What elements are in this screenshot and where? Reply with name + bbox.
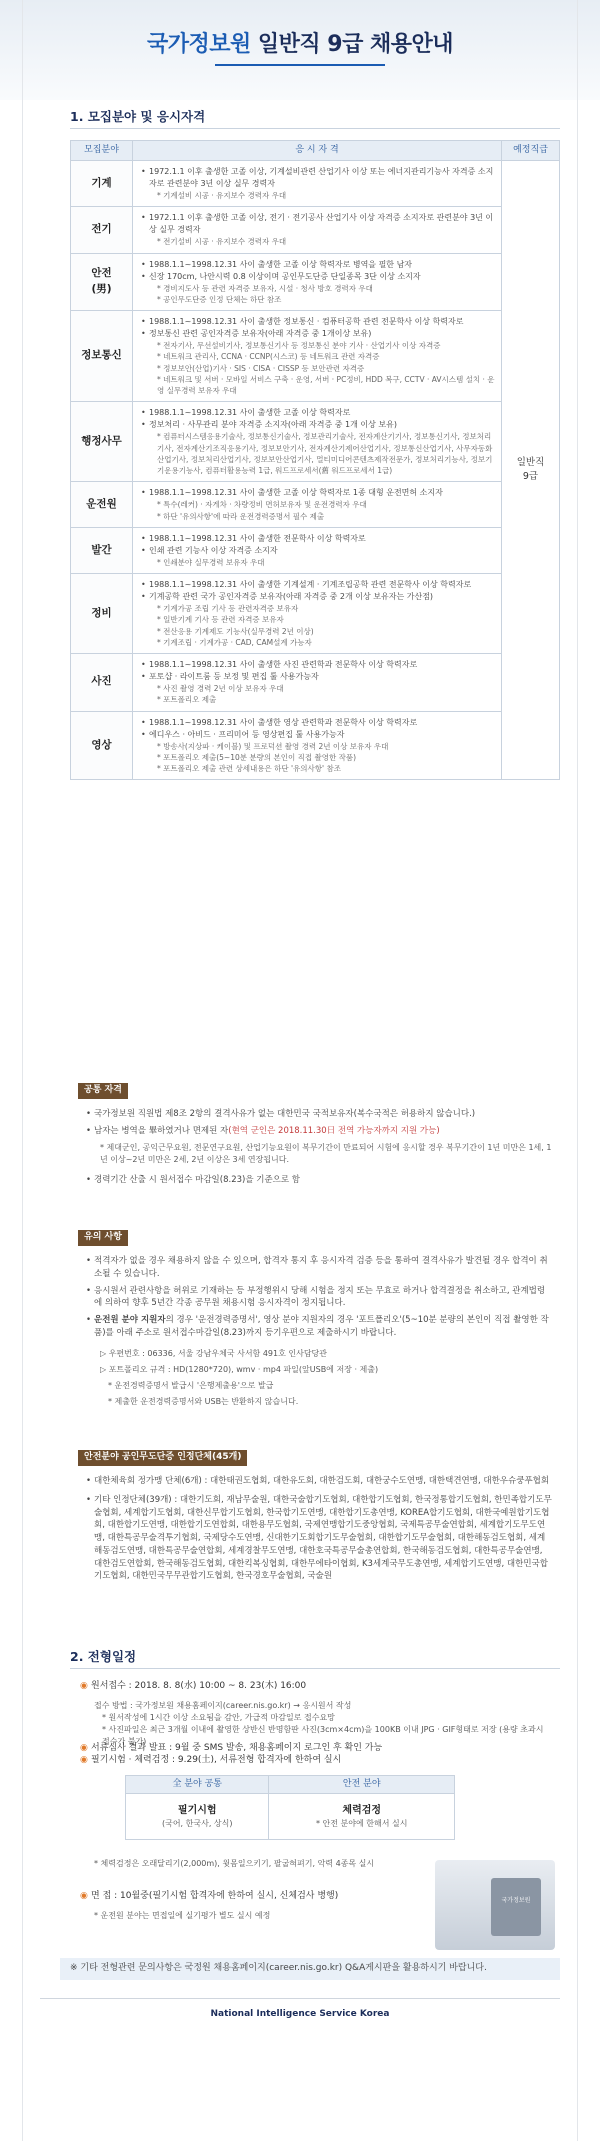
apply-note2: * 사진파일은 최근 3개월 이내에 촬영한 상반신 반명함판 사진(3cm×4cm)을 100KB 이내 JPG · GIF형태로 저장 (용량 초과시 접수가 불가)	[102, 1724, 544, 1746]
qualification-cell	[133, 527, 502, 573]
schedule-fitness-note	[80, 1858, 425, 1870]
qualification-note: * 사진 촬영 경력 2년 이상 보유자 우대	[157, 684, 284, 693]
common-p2	[86, 1125, 552, 1138]
qualification-note: * 전자기사, 무선설비기사, 정보통신기사 등 정보통신 분야 기사 · 산업기사 이상 자격증	[157, 341, 441, 350]
qualification-line: • 1988.1.1~1998.12.31 사이 출생한 고졸 이상 학력자로 병역을 필한 남자	[141, 259, 495, 271]
common-p2-note: (현역 군인은 2018.11.30日 전역 가능자까지 지원 가능)	[228, 1125, 440, 1136]
bullet-icon: ◉	[80, 1743, 91, 1753]
col-field: 모집분야	[71, 141, 133, 161]
footer-text: National Intelligence Service Korea	[210, 2009, 390, 2019]
schedule-top	[80, 1680, 552, 1748]
qualification-note: * 기계설비 시공 · 유지보수 경력자 우대	[157, 191, 287, 200]
monument-stone	[491, 1878, 541, 1936]
qualification-line: • 기계공학 관련 국가 공인자격증 보유자(아래 자격증 중 2개 이상 보유자는 가산점)	[141, 591, 495, 603]
exam-written-sub: (국어, 한국사, 상식)	[161, 1819, 233, 1828]
schedule-apply	[80, 1680, 552, 1694]
title-org: 국가정보원	[146, 32, 251, 57]
page-title	[0, 28, 600, 61]
qualification-cell	[133, 207, 502, 253]
requirement-row	[71, 527, 560, 573]
qualification-line: • 1988.1.1~1998.12.31 사이 출생한 사진 관련학과 전문학사 이상 학력자로	[141, 659, 495, 671]
notice-p1: • 적격자가 없을 경우 채용하지 않을 수 있으며, 합격자 통지 후 응시자격 검증 등을 통하여 결격사유가 발견될 경우 합격이 취소될 수 있습니다.	[86, 1255, 552, 1281]
common-heading: 공통 자격	[78, 1083, 128, 1099]
schedule-written-row	[80, 1754, 552, 1768]
qualification-note: * 공인무도단증 인정 단체는 하단 참조	[157, 294, 282, 304]
qualification-note: * 컴퓨터시스템응용기술사, 정보통신기술사, 정보관리기술사, 전자계산기기사, 정보통신기사, 정보처리기사, 전자계산기조직응용기사, 정보보안기사, 전자계산기제어산업기사, 정보통신산업기사, 사무자동화산업기사, 정보처리산업기사, 정보보안산업기사, 멀티미디어콘텐츠제작전문가, 정보처리기능사, 정보기기운용기능사, 컴퓨터활용능력 1급, 워드프로세서(舊 워드프로세서 1급)	[157, 432, 493, 475]
doc-result-text: 서류심사 결과 발표 : 9월 중 SMS 발송, 채용홈페이지 로그인 후 확인 가능	[91, 1743, 383, 1753]
requirements-header-row	[71, 141, 560, 161]
col-qualification: 응 시 자 격	[133, 141, 502, 161]
field-name: 정보통신	[71, 311, 133, 402]
qualification-note: * 방송사(지상파 · 케이블) 및 프로덕션 촬영 경력 2년 이상 보유자 우대	[157, 741, 389, 751]
qualification-note: * 특수(레커) · 자게차 · 차량정비 면허보유자 및 운전경력자 우대	[157, 500, 367, 510]
qualification-cell	[133, 574, 502, 654]
qualification-cell	[133, 711, 502, 780]
qualification-line: • 1988.1.1~1998.12.31 사이 출생한 전문학사 이상 학력자로	[141, 533, 495, 545]
qualification-line: • 1988.1.1~1998.12.31 사이 출생한 고졸 이상 학력자로	[141, 407, 495, 419]
field-name: 안전 (男)	[71, 253, 133, 311]
common-body	[86, 1108, 552, 1190]
qualification-note: * 일반기계 기사 등 관련 자격증 보유자	[157, 615, 284, 625]
exam-written: 필기시험	[177, 1805, 217, 1816]
rank-cell: 일반직 9급	[502, 161, 560, 780]
qualification-line: • 신장 170cm, 나안시력 0.8 이상이며 공인무도단증 단일종목 3단 이상 소지자	[141, 271, 495, 283]
common-p2-detail: * 제대군인, 공익근무요원, 전문연구요원, 산업기능요원이 복무기간이 만료되어 시험에 응시할 경우 복무기간이 1년 미만은 1세, 1년 이상~2년 미만은 2세, 2년 이상은 3세 연장됩니다.	[100, 1142, 552, 1164]
notice-address: ▷ 우편번호 : 06336, 서울 강남우체국 사서함 491호 인사담당관	[100, 1348, 328, 1358]
section2-heading: 2. 전형일정	[70, 1649, 137, 1664]
qualification-line: • 에디우스 · 아비드 · 프리미어 등 영상편집 툴 사용가능자	[141, 729, 495, 741]
qualification-note: * 경비지도사 등 관련 자격증 보유자, 시설 · 청사 방호 경력자 우대	[157, 283, 373, 293]
footer-rule	[40, 1998, 560, 1999]
qualification-note: * 네트워크 관리사, CCNA · CCNP(시스코) 등 네트워크 관련 자격증	[157, 352, 380, 362]
section1-rule	[70, 128, 560, 129]
qualification-note: * 정보보안(산업)기사 · SIS · CISA · CISSP 등 보안관련 자격증	[157, 363, 365, 373]
common-p2-main: 남자는 병역을 畢하였거나 면제된 자	[94, 1125, 229, 1136]
notice-p2: • 응시원서 관련사항을 허위로 기재하는 등 부정행위시 당해 시험을 정지 또는 무효로 하거나 합격결정을 취소하고, 관계법령에 의하여 향후 5년간 각종 공무원 채용시험 응시자격이 정지됩니다.	[86, 1285, 552, 1311]
qualification-note: * 기계조립 · 기계가공 · CAD, CAM설계 가능자	[157, 637, 312, 647]
written-text: 필기시험 · 체력검정 : 9.29(土), 서류전형 합격자에 한하여 실시	[91, 1755, 342, 1765]
qualification-cell	[133, 161, 502, 207]
qualification-cell	[133, 402, 502, 482]
field-name: 사진	[71, 654, 133, 712]
field-name: 운전원	[71, 482, 133, 528]
qualification-note: * 하단 '유의사항'에 따라 운전경력증명서 필수 제출	[157, 511, 325, 521]
bottom-notice: ※ 기타 전형관련 문의사항은 국정원 채용홈페이지(career.nis.go.kr) Q&A게시판을 활용하시기 바랍니다.	[60, 1958, 560, 1980]
col-rank: 예정직급	[502, 141, 560, 161]
notice-p3-strong: 운전원 분야 지원자	[94, 1315, 166, 1325]
requirement-row	[71, 482, 560, 528]
qualification-note: * 전산응용 기계제도 기능사(실무경력 2년 이상)	[157, 626, 314, 636]
notice-portfolio: ▷ 포트폴리오 규격 : HD(1280*720), wmv · mp4 파일(앞USB에 저장 · 제출)	[100, 1364, 379, 1374]
qualification-line: • 1988.1.1~1998.12.31 사이 출생한 정보통신 · 컴퓨터공학 관련 전문학사 이상 학력자로	[141, 316, 495, 328]
qualification-line: • 인쇄 관련 기능사 이상 자격증 소지자	[141, 545, 495, 557]
qualification-line: • 1988.1.1~1998.12.31 사이 출생한 기계설계 · 기계조립공학 관련 전문학사 이상 학력자로	[141, 579, 495, 591]
qualification-line: • 포토샵 · 라이트룸 등 보정 및 편집 툴 사용가능자	[141, 671, 495, 683]
notice-p3-rest: 의 경우 '운전경력증명서', 영상 분야 지원자의 경우 '포트폴리오'(5~10분 분량의 본인이 직접 촬영한 작품)를 아래 주소로 원서접수마감일(8.23)까지 등기우편으로 제출하시기 바랍니다.	[94, 1315, 549, 1338]
qualification-note: * 포트폴리오 제출	[157, 695, 217, 705]
qualification-note: * 기계가공 조립 기사 등 관련자격증 보유자	[157, 604, 299, 613]
section1-heading: 1. 모집분야 및 응시자격	[70, 109, 206, 124]
common-p1: • 국가정보원 직원법 제8조 2항의 결격사유가 없는 대한민국 국적보유자(복수국적은 허용하지 않습니다.)	[86, 1108, 552, 1121]
requirements-body	[71, 161, 560, 780]
bullet-icon: ◉	[80, 1891, 91, 1901]
notice-note1: * 운전경력증명서 발급시 '은행제출용'으로 발급	[108, 1380, 274, 1390]
martial-p1: • 대한체육회 정가맹 단체(6개) : 대한태권도협회, 대한유도회, 대한검도회, 대한궁수도연맹, 대한택견연맹, 대한우슈쿵푸협회	[86, 1475, 552, 1488]
qualification-note: * 인쇄분야 실무경력 보유자 우대	[157, 557, 265, 567]
section2-rule	[70, 1668, 560, 1669]
qualification-line: • 1988.1.1~1998.12.31 사이 출생한 고졸 이상 학력자로 1종 대형 운전면허 소지자	[141, 487, 495, 499]
notice-p3	[86, 1314, 552, 1340]
exam-fitness: 체력검정	[342, 1805, 382, 1816]
interview-note: * 운전원 분야는 면접일에 실기평가 별도 실시 예정	[94, 1910, 271, 1920]
qualification-line: • 1988.1.1~1998.12.31 사이 출생한 영상 관련학과 전문학사 이상 학력자로	[141, 717, 495, 729]
martial-p2: • 기타 인정단체(39개) : 대한기도회, 재남무술원, 대한국술합기도협회, 대한합기도협회, 한국정통합기도협회, 한민족합기도무술협회, 세계합기도협회, 대한신무합기도협회, 한국합기도연맹, 대한합기도총연맹, KOREA합기도협회, 대한국예원합기도협회, 대한합기도연맹, 대한합기도연합회, 대한용무도협회, 국제연맹합기도중앙협회, 국제특공무술연합회, 세계합기도무도연맹, 대한특공무술격투기협회, 국제당수도연맹, 신대한기도회합기도무술협회, 대한합기도무술협회, 대한해동검도협회, 세계해동검도연맹, 대한특공무술연합회, 세계경찰무도연맹, 대한호국특공무술총연합회, 한국해동검도협회, 대한특공무술연맹, 대한검도연합회, 한국해동검도협회, 대한킥복싱협회, 대한무에타이협회, K3세계국무도총연맹, 세계합기도연맹, 대한민국합기도협회, 대한민국무무관합기도협회, 한국경호무술협회, 국술원	[86, 1494, 552, 1583]
title-rest: 일반직 9급 채용안내	[257, 32, 454, 57]
qualification-line: • 정보통신 관련 공인자격증 보유자(아래 자격증 중 1개이상 보유)	[141, 328, 495, 340]
qualification-cell	[133, 654, 502, 712]
exam-fitness-cell	[269, 1794, 455, 1840]
qualification-cell	[133, 253, 502, 311]
apply-text: 원서접수 : 2018. 8. 8(水) 10:00 ~ 8. 23(木) 16:00	[91, 1681, 307, 1691]
qualification-note: * 전기설비 시공 · 유지보수 경력자 우대	[157, 237, 287, 247]
requirement-row	[71, 207, 560, 253]
requirement-row	[71, 161, 560, 207]
requirement-row	[71, 654, 560, 712]
requirement-row	[71, 253, 560, 311]
exam-written-cell	[126, 1794, 269, 1840]
requirement-row	[71, 402, 560, 482]
schedule-interview	[80, 1890, 425, 1922]
notice-heading: 유의 사항	[78, 1230, 128, 1246]
apply-note1: * 원서작성에 1시간 이상 소요됨을 감안, 가급적 마감일로 접수요망	[102, 1712, 335, 1722]
qualification-note: * 포트폴리오 제출 관련 상세내용은 하단 '유의사항' 참조	[157, 764, 341, 773]
exam-row	[126, 1794, 455, 1840]
bullet-icon: ◉	[80, 1681, 91, 1691]
qualification-note: * 포트폴리오 제출(5~10분 분량의 본인이 직접 촬영한 작품)	[157, 752, 357, 762]
common-p3: • 경력기간 산출 시 원서접수 마감일(8.23)을 기준으로 함	[86, 1174, 552, 1187]
requirements-table	[70, 140, 560, 780]
fitness-note: * 체력검정은 오래달리기(2,000m), 윗몸일으키기, 팔굽혀펴기, 악력 4종목 실시	[94, 1859, 375, 1868]
field-name: 행정사무	[71, 402, 133, 482]
martial-heading: 안전분야 공인무도단증 인정단체(45개)	[78, 1450, 247, 1466]
schedule-written	[80, 1754, 552, 1774]
exam-fitness-sub: * 안전 분야에 한해서 실시	[316, 1819, 408, 1828]
exam-col-common: 全 분야 공통	[126, 1776, 269, 1794]
qualification-cell	[133, 311, 502, 402]
requirement-row	[71, 711, 560, 780]
requirement-row	[71, 311, 560, 402]
martial-body	[86, 1475, 552, 1587]
bullet-icon: ◉	[80, 1755, 91, 1765]
field-name: 기계	[71, 161, 133, 207]
qualification-note: * 네트워크 및 서버 · 모바일 서비스 구축 · 운영, 서버 · PC정비, HDD 복구, CCTV · AV시스템 설치 · 운영 실무경력 보유자 우대	[157, 374, 495, 395]
field-name: 전기	[71, 207, 133, 253]
title-underline	[215, 64, 385, 66]
exam-table	[125, 1775, 455, 1840]
schedule-interview-row	[80, 1890, 425, 1904]
qualification-line: • 1972.1.1 이후 출생한 고졸 이상, 기계설비관련 산업기사 이상 또는 에너지관리기능사 자격증 소지자로 관련분야 3년 이상 실무 경력자	[141, 166, 495, 190]
qualification-line: • 1972.1.1 이후 출생한 고졸 이상, 전기 · 전기공사 산업기사 이상 자격증 소지자로 관련분야 3년 이상 실무 경력자	[141, 212, 495, 236]
notice-body	[86, 1255, 552, 1412]
field-name: 영상	[71, 711, 133, 780]
interview-text: 면 접 : 10월중(필기시험 합격자에 한하여 실시, 신체검사 병행)	[91, 1891, 339, 1901]
exam-header-row	[126, 1776, 455, 1794]
qualification-cell	[133, 482, 502, 528]
monument-text: 국가정보원	[501, 1897, 531, 1904]
qualification-line: • 정보처리 · 사무관리 분야 자격증 소지자(아래 자격증 중 1개 이상 보유)	[141, 419, 495, 431]
apply-method: 접수 방법 : 국가정보원 채용홈페이지(career.nis.go.kr) → 응시원서 작성	[94, 1700, 352, 1710]
field-name: 정비	[71, 574, 133, 654]
field-name: 발간	[71, 527, 133, 573]
requirement-row	[71, 574, 560, 654]
exam-col-safety: 안전 분야	[269, 1776, 455, 1794]
nis-monument-image	[435, 1860, 555, 1950]
notice-note2: * 제출한 운전경력증명서와 USB는 반환하지 않습니다.	[108, 1396, 299, 1406]
